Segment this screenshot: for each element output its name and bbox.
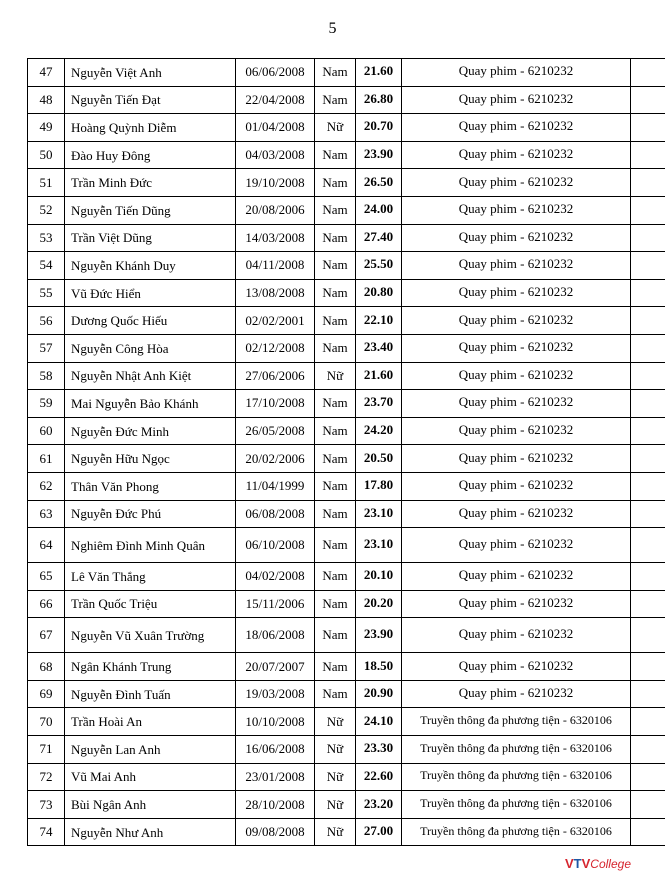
student-name-cell: Nguyễn Công Hòa <box>65 334 236 362</box>
table-row <box>28 334 665 362</box>
row-number-cell: 53 <box>28 224 65 252</box>
student-name-cell: Nguyễn Vũ Xuân Trường <box>65 618 236 653</box>
row-number-cell: 73 <box>28 791 65 819</box>
gender-cell: Nam <box>315 445 356 473</box>
student-name-cell: Nguyễn Tiến Đạt <box>65 86 236 114</box>
table-row <box>28 86 665 114</box>
student-name-cell: Nguyễn Như Anh <box>65 818 236 846</box>
table-row <box>28 417 665 445</box>
student-name-cell: Trần Việt Dũng <box>65 224 236 252</box>
student-name-cell: Nguyễn Đình Tuấn <box>65 680 236 708</box>
student-name-cell: Nguyễn Tiến Dũng <box>65 196 236 224</box>
table-row <box>28 59 665 87</box>
score-cell: 21.60 <box>356 59 402 87</box>
row-number-cell: 47 <box>28 59 65 87</box>
blank-cell <box>631 680 665 708</box>
table-row <box>28 763 665 791</box>
major-code-cell: Quay phim - 6210232 <box>402 114 631 142</box>
score-cell: 22.60 <box>356 763 402 791</box>
gender-cell: Nữ <box>315 791 356 819</box>
row-number-cell: 52 <box>28 196 65 224</box>
score-cell: 18.50 <box>356 653 402 681</box>
major-code-cell: Quay phim - 6210232 <box>402 279 631 307</box>
gender-cell: Nam <box>315 528 356 563</box>
date-of-birth-cell: 13/08/2008 <box>236 279 315 307</box>
gender-cell: Nam <box>315 307 356 335</box>
score-cell: 17.80 <box>356 472 402 500</box>
table-row <box>28 472 665 500</box>
gender-cell: Nam <box>315 680 356 708</box>
student-name-cell: Nguyễn Hữu Ngọc <box>65 445 236 473</box>
score-cell: 23.20 <box>356 791 402 819</box>
major-code-cell: Quay phim - 6210232 <box>402 169 631 197</box>
page-number: 5 <box>328 20 337 37</box>
score-cell: 23.40 <box>356 334 402 362</box>
score-cell: 23.90 <box>356 618 402 653</box>
major-code-cell: Truyền thông đa phương tiện - 6320106 <box>402 818 631 846</box>
student-name-cell: Hoàng Quỳnh Diễm <box>65 114 236 142</box>
major-code-cell: Quay phim - 6210232 <box>402 307 631 335</box>
gender-cell: Nam <box>315 417 356 445</box>
row-number-cell: 67 <box>28 618 65 653</box>
row-number-cell: 60 <box>28 417 65 445</box>
student-name-cell: Trần Quốc Triệu <box>65 590 236 618</box>
student-name-cell: Nghiêm Đình Minh Quân <box>65 528 236 563</box>
row-number-cell: 64 <box>28 528 65 563</box>
date-of-birth-cell: 06/10/2008 <box>236 528 315 563</box>
blank-cell <box>631 169 665 197</box>
major-code-cell: Quay phim - 6210232 <box>402 390 631 418</box>
student-name-cell: Mai Nguyễn Bảo Khánh <box>65 390 236 418</box>
table-body <box>28 59 665 846</box>
major-code-cell: Truyền thông đa phương tiện - 6320106 <box>402 708 631 736</box>
score-cell: 24.00 <box>356 196 402 224</box>
student-name-cell: Nguyễn Khánh Duy <box>65 252 236 280</box>
row-number-cell: 62 <box>28 472 65 500</box>
blank-cell <box>631 362 665 390</box>
blank-cell <box>631 763 665 791</box>
major-code-cell: Truyền thông đa phương tiện - 6320106 <box>402 791 631 819</box>
blank-cell <box>631 818 665 846</box>
date-of-birth-cell: 15/11/2006 <box>236 590 315 618</box>
gender-cell: Nam <box>315 169 356 197</box>
gender-cell: Nữ <box>315 818 356 846</box>
date-of-birth-cell: 19/10/2008 <box>236 169 315 197</box>
row-number-cell: 56 <box>28 307 65 335</box>
score-cell: 21.60 <box>356 362 402 390</box>
row-number-cell: 57 <box>28 334 65 362</box>
table-row <box>28 791 665 819</box>
blank-cell <box>631 528 665 563</box>
student-name-cell: Ngân Khánh Trung <box>65 653 236 681</box>
gender-cell: Nam <box>315 563 356 591</box>
blank-cell <box>631 59 665 87</box>
date-of-birth-cell: 11/04/1999 <box>236 472 315 500</box>
blank-cell <box>631 196 665 224</box>
major-code-cell: Quay phim - 6210232 <box>402 224 631 252</box>
major-code-cell: Quay phim - 6210232 <box>402 653 631 681</box>
score-cell: 27.00 <box>356 818 402 846</box>
gender-cell: Nam <box>315 590 356 618</box>
blank-cell <box>631 252 665 280</box>
major-code-cell: Quay phim - 6210232 <box>402 59 631 87</box>
student-name-cell: Nguyễn Đức Minh <box>65 417 236 445</box>
gender-cell: Nam <box>315 500 356 528</box>
row-number-cell: 74 <box>28 818 65 846</box>
blank-cell <box>631 417 665 445</box>
date-of-birth-cell: 02/02/2001 <box>236 307 315 335</box>
student-name-cell: Trần Hoài An <box>65 708 236 736</box>
date-of-birth-cell: 04/11/2008 <box>236 252 315 280</box>
table-row <box>28 653 665 681</box>
major-code-cell: Quay phim - 6210232 <box>402 590 631 618</box>
blank-cell <box>631 445 665 473</box>
table-row <box>28 279 665 307</box>
student-name-cell: Dương Quốc Hiếu <box>65 307 236 335</box>
date-of-birth-cell: 23/01/2008 <box>236 763 315 791</box>
date-of-birth-cell: 04/02/2008 <box>236 563 315 591</box>
major-code-cell: Quay phim - 6210232 <box>402 362 631 390</box>
gender-cell: Nam <box>315 141 356 169</box>
date-of-birth-cell: 16/06/2008 <box>236 736 315 764</box>
date-of-birth-cell: 10/10/2008 <box>236 708 315 736</box>
score-cell: 20.70 <box>356 114 402 142</box>
table-row <box>28 224 665 252</box>
date-of-birth-cell: 06/06/2008 <box>236 59 315 87</box>
student-name-cell: Nguyễn Lan Anh <box>65 736 236 764</box>
gender-cell: Nữ <box>315 736 356 764</box>
major-code-cell: Quay phim - 6210232 <box>402 141 631 169</box>
gender-cell: Nam <box>315 472 356 500</box>
table-row <box>28 818 665 846</box>
date-of-birth-cell: 09/08/2008 <box>236 818 315 846</box>
major-code-cell: Truyền thông đa phương tiện - 6320106 <box>402 736 631 764</box>
admission-table <box>27 58 665 846</box>
blank-cell <box>631 590 665 618</box>
score-cell: 23.30 <box>356 736 402 764</box>
student-name-cell: Lê Văn Thắng <box>65 563 236 591</box>
table-row <box>28 708 665 736</box>
score-cell: 20.50 <box>356 445 402 473</box>
date-of-birth-cell: 20/02/2006 <box>236 445 315 473</box>
score-cell: 25.50 <box>356 252 402 280</box>
table-row <box>28 445 665 473</box>
score-cell: 26.80 <box>356 86 402 114</box>
student-name-cell: Vũ Mai Anh <box>65 763 236 791</box>
major-code-cell: Quay phim - 6210232 <box>402 334 631 362</box>
blank-cell <box>631 791 665 819</box>
major-code-cell: Quay phim - 6210232 <box>402 563 631 591</box>
major-code-cell: Quay phim - 6210232 <box>402 472 631 500</box>
blank-cell <box>631 141 665 169</box>
row-number-cell: 50 <box>28 141 65 169</box>
major-code-cell: Quay phim - 6210232 <box>402 196 631 224</box>
score-cell: 26.50 <box>356 169 402 197</box>
table-row <box>28 563 665 591</box>
table-row <box>28 680 665 708</box>
blank-cell <box>631 390 665 418</box>
row-number-cell: 71 <box>28 736 65 764</box>
student-name-cell: Bùi Ngân Anh <box>65 791 236 819</box>
blank-cell <box>631 618 665 653</box>
blank-cell <box>631 279 665 307</box>
gender-cell: Nam <box>315 653 356 681</box>
date-of-birth-cell: 20/08/2006 <box>236 196 315 224</box>
blank-cell <box>631 653 665 681</box>
gender-cell: Nam <box>315 279 356 307</box>
student-name-cell: Nguyễn Nhật Anh Kiệt <box>65 362 236 390</box>
student-name-cell: Nguyễn Đức Phú <box>65 500 236 528</box>
score-cell: 20.90 <box>356 680 402 708</box>
student-name-cell: Thân Văn Phong <box>65 472 236 500</box>
major-code-cell: Quay phim - 6210232 <box>402 618 631 653</box>
gender-cell: Nam <box>315 334 356 362</box>
blank-cell <box>631 708 665 736</box>
row-number-cell: 49 <box>28 114 65 142</box>
score-cell: 27.40 <box>356 224 402 252</box>
row-number-cell: 63 <box>28 500 65 528</box>
table-row <box>28 618 665 653</box>
table-row <box>28 141 665 169</box>
student-name-cell: Đào Huy Đông <box>65 141 236 169</box>
score-cell: 22.10 <box>356 307 402 335</box>
row-number-cell: 59 <box>28 390 65 418</box>
major-code-cell: Quay phim - 6210232 <box>402 528 631 563</box>
gender-cell: Nam <box>315 224 356 252</box>
major-code-cell: Quay phim - 6210232 <box>402 680 631 708</box>
date-of-birth-cell: 02/12/2008 <box>236 334 315 362</box>
gender-cell: Nữ <box>315 708 356 736</box>
table-row <box>28 114 665 142</box>
row-number-cell: 54 <box>28 252 65 280</box>
gender-cell: Nam <box>315 86 356 114</box>
score-cell: 23.10 <box>356 500 402 528</box>
date-of-birth-cell: 22/04/2008 <box>236 86 315 114</box>
vtv-college-logo: VTVCollege <box>565 856 631 871</box>
date-of-birth-cell: 27/06/2006 <box>236 362 315 390</box>
date-of-birth-cell: 18/06/2008 <box>236 618 315 653</box>
date-of-birth-cell: 14/03/2008 <box>236 224 315 252</box>
blank-cell <box>631 736 665 764</box>
date-of-birth-cell: 19/03/2008 <box>236 680 315 708</box>
row-number-cell: 65 <box>28 563 65 591</box>
score-cell: 23.70 <box>356 390 402 418</box>
major-code-cell: Quay phim - 6210232 <box>402 500 631 528</box>
date-of-birth-cell: 26/05/2008 <box>236 417 315 445</box>
score-cell: 20.20 <box>356 590 402 618</box>
row-number-cell: 68 <box>28 653 65 681</box>
table-row <box>28 390 665 418</box>
major-code-cell: Quay phim - 6210232 <box>402 86 631 114</box>
blank-cell <box>631 472 665 500</box>
date-of-birth-cell: 01/04/2008 <box>236 114 315 142</box>
gender-cell: Nữ <box>315 763 356 791</box>
major-code-cell: Quay phim - 6210232 <box>402 252 631 280</box>
row-number-cell: 51 <box>28 169 65 197</box>
score-cell: 20.80 <box>356 279 402 307</box>
major-code-cell: Quay phim - 6210232 <box>402 417 631 445</box>
table-row <box>28 362 665 390</box>
student-name-cell: Trần Minh Đức <box>65 169 236 197</box>
score-cell: 23.10 <box>356 528 402 563</box>
blank-cell <box>631 307 665 335</box>
student-name-cell: Vũ Đức Hiển <box>65 279 236 307</box>
gender-cell: Nữ <box>315 362 356 390</box>
date-of-birth-cell: 04/03/2008 <box>236 141 315 169</box>
blank-cell <box>631 114 665 142</box>
row-number-cell: 48 <box>28 86 65 114</box>
table-row <box>28 196 665 224</box>
score-cell: 23.90 <box>356 141 402 169</box>
gender-cell: Nam <box>315 252 356 280</box>
table-row <box>28 307 665 335</box>
blank-cell <box>631 563 665 591</box>
row-number-cell: 72 <box>28 763 65 791</box>
blank-cell <box>631 224 665 252</box>
date-of-birth-cell: 17/10/2008 <box>236 390 315 418</box>
row-number-cell: 61 <box>28 445 65 473</box>
table-row <box>28 528 665 563</box>
score-cell: 20.10 <box>356 563 402 591</box>
major-code-cell: Quay phim - 6210232 <box>402 445 631 473</box>
blank-cell <box>631 334 665 362</box>
table-row <box>28 500 665 528</box>
major-code-cell: Truyền thông đa phương tiện - 6320106 <box>402 763 631 791</box>
gender-cell: Nam <box>315 196 356 224</box>
blank-cell <box>631 500 665 528</box>
row-number-cell: 55 <box>28 279 65 307</box>
table-row <box>28 590 665 618</box>
date-of-birth-cell: 20/07/2007 <box>236 653 315 681</box>
gender-cell: Nam <box>315 390 356 418</box>
table-row <box>28 252 665 280</box>
gender-cell: Nam <box>315 59 356 87</box>
row-number-cell: 69 <box>28 680 65 708</box>
score-cell: 24.20 <box>356 417 402 445</box>
score-cell: 24.10 <box>356 708 402 736</box>
row-number-cell: 70 <box>28 708 65 736</box>
row-number-cell: 66 <box>28 590 65 618</box>
row-number-cell: 58 <box>28 362 65 390</box>
date-of-birth-cell: 28/10/2008 <box>236 791 315 819</box>
gender-cell: Nam <box>315 618 356 653</box>
gender-cell: Nữ <box>315 114 356 142</box>
blank-cell <box>631 86 665 114</box>
table-row <box>28 169 665 197</box>
date-of-birth-cell: 06/08/2008 <box>236 500 315 528</box>
table-row <box>28 736 665 764</box>
student-name-cell: Nguyễn Việt Anh <box>65 59 236 87</box>
